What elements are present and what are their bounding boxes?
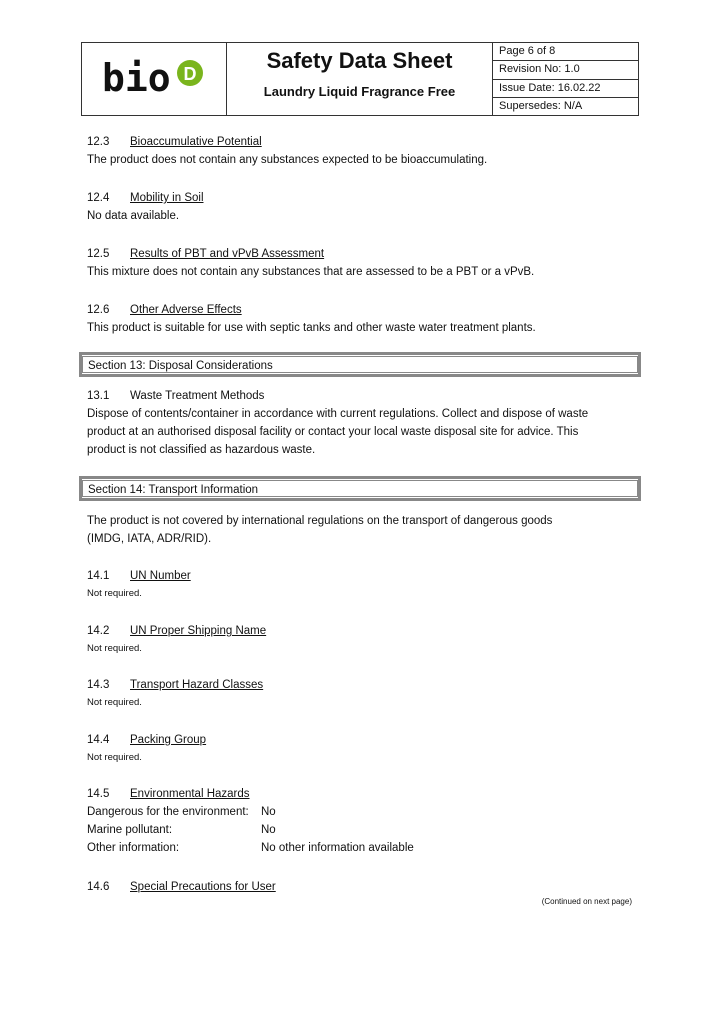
bio-d-logo (82, 43, 227, 115)
subsection-title: UN Number (130, 570, 191, 582)
subsection-text: Not required. (87, 752, 142, 763)
page-number: Page 6 of 8 (493, 43, 638, 61)
logo-text: bio (102, 59, 171, 99)
section-13-1 (87, 387, 637, 459)
subsection-text: This mixture does not contain any substances that are assessed to be a PBT or a vPvB. (87, 266, 535, 278)
subsection-number: 12.3 (87, 136, 110, 148)
paragraph-line: (IMDG, IATA, ADR/RID). (87, 533, 212, 545)
env-value: No other information available (261, 842, 414, 854)
subsection-number: 14.4 (87, 734, 110, 746)
env-value: No (261, 824, 276, 836)
supersedes: Supersedes: N/A (499, 99, 583, 112)
env-label: Other information: (87, 842, 180, 854)
section-13-heading: Section 13: Disposal Considerations (82, 356, 638, 373)
env-row (87, 803, 637, 821)
subsection-number: 13.1 (87, 390, 110, 402)
subsection-title: Environmental Hazards (130, 788, 250, 800)
subsection-text: No data available. (87, 210, 180, 222)
section-14-intro (87, 512, 637, 548)
section-14-5 (87, 785, 637, 857)
product-name: Laundry Liquid Fragrance Free (263, 84, 456, 99)
subsection-number: 14.2 (87, 625, 110, 637)
subsection-text: This product is suitable for use with septic tanks and other waste water treatment plants. (87, 322, 536, 334)
revision-number: Revision No: 1.0 (493, 61, 638, 79)
subsection-text: The product does not contain any substances expected to be bioaccumulating. (87, 154, 488, 166)
section-14-4 (87, 731, 637, 767)
subsection-title: Results of PBT and vPvB Assessment (130, 248, 325, 260)
section-14-heading-bar (79, 476, 641, 501)
doc-title: Safety Data Sheet (266, 48, 453, 73)
header-title-block (227, 43, 493, 115)
section-14-1 (87, 567, 637, 603)
subsection-number: 14.1 (87, 570, 110, 582)
env-row (87, 821, 637, 839)
subsection-title: Packing Group (130, 734, 207, 746)
subsection-title: Waste Treatment Methods (130, 390, 265, 402)
env-row (87, 839, 637, 857)
continued-note: (Continued on next page) (541, 897, 632, 906)
subsection-title: Special Precautions for User (130, 881, 276, 893)
subsection-number: 14.5 (87, 788, 110, 800)
env-value: No (261, 806, 276, 818)
subsection-number: 12.6 (87, 304, 110, 316)
env-label: Marine pollutant: (87, 824, 173, 836)
subsection-number: 12.4 (87, 192, 110, 204)
subsection-title: Other Adverse Effects (130, 304, 242, 316)
subsection-title: UN Proper Shipping Name (130, 625, 267, 637)
subsection-title: Bioaccumulative Potential (130, 136, 262, 148)
section-12-5 (87, 245, 637, 281)
section-14-3 (87, 676, 637, 712)
subsection-number: 12.5 (87, 248, 110, 260)
section-14-2 (87, 622, 637, 658)
logo-icon (102, 59, 206, 99)
document-header (81, 42, 639, 116)
subsection-number: 14.3 (87, 679, 110, 691)
subsection-text: Not required. (87, 643, 142, 654)
env-label: Dangerous for the environment: (87, 806, 249, 818)
paragraph-line: product is not classified as hazardous waste. (87, 444, 316, 456)
section-12-3 (87, 133, 637, 169)
section-13-heading-bar (79, 352, 641, 377)
section-14-heading: Section 14: Transport Information (82, 480, 638, 497)
subsection-title: Transport Hazard Classes (130, 679, 264, 691)
issue-date: Issue Date: 16.02.22 (493, 80, 638, 98)
paragraph-line: The product is not covered by international regulations on the transport of dangerous goods (87, 515, 553, 527)
paragraph-line: product at an authorised disposal facility or contact your local waste disposal site for advice. This (87, 426, 579, 438)
subsection-text: Not required. (87, 588, 142, 599)
logo-badge-letter: D (183, 64, 197, 84)
section-12-6 (87, 301, 637, 337)
subsection-title: Mobility in Soil (130, 192, 204, 204)
subsection-text: Not required. (87, 697, 142, 708)
header-meta (493, 43, 638, 115)
section-14-6 (87, 878, 637, 896)
section-12-4 (87, 189, 637, 225)
paragraph-line: Dispose of contents/container in accordance with current regulations. Collect and dispose of waste (87, 408, 589, 420)
subsection-number: 14.6 (87, 881, 110, 893)
